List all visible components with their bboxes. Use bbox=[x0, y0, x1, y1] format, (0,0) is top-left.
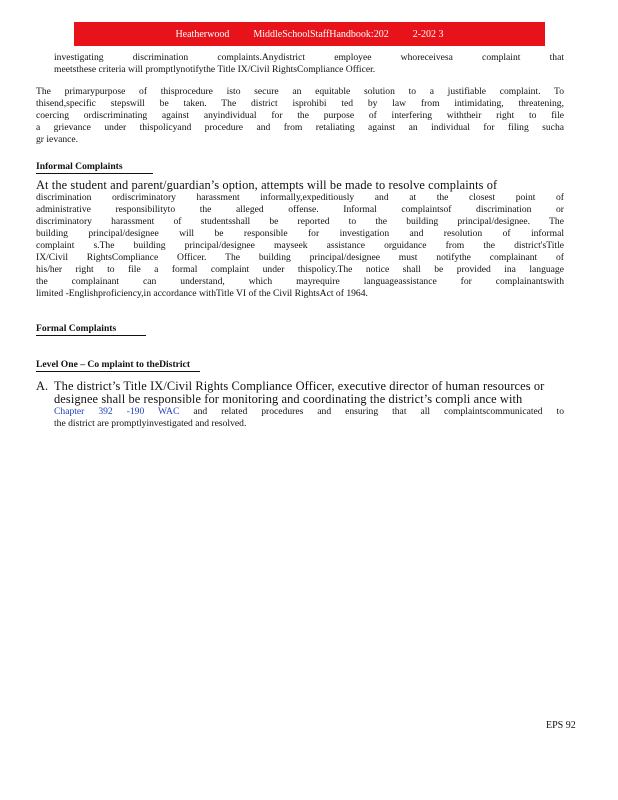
informal-line: his/her right to file a formal complaint under thispolicy.The notice shall be provided ina language bbox=[36, 264, 564, 275]
purpose-line: The primarypurpose of thisprocedure isto secure an equitable solution to a justifiable complaint. To bbox=[36, 86, 564, 97]
level-one-heading: Level One – Co mplaint to theDistrict bbox=[36, 359, 200, 372]
header-org: Heatherwood bbox=[175, 28, 230, 40]
purpose-line: coercing ordiscriminating against anyindividual for the purpose of interfering withtheir right to file bbox=[36, 110, 564, 121]
informal-line: administrative responsibilityto the alleged offense. Informal complaintsof discrimination or bbox=[36, 204, 564, 215]
level-one-line-rest: and related procedures and ensuring that all complaintscommunicated to bbox=[193, 406, 564, 417]
informal-line: building principal/designee will be responsible for investigation and resolution of informal bbox=[36, 228, 564, 239]
intro-paragraph bbox=[36, 52, 564, 76]
informal-line: limited -Englishproficiency,in accordance withTitle VI of the Civil RightsAct of 1964. bbox=[36, 288, 368, 299]
informal-paragraph bbox=[36, 179, 564, 300]
header-year: 2-202 3 bbox=[412, 28, 444, 40]
informal-line: IX/Civil RightsCompliance Officer. The building principal/designee must notifythe complainant of bbox=[36, 252, 564, 263]
purpose-line: thisend,specific stepswill be taken. The district isprohibi ted by law from intimidating, threatening, bbox=[36, 98, 564, 109]
informal-line: discrimination ordiscriminatory harassment informally,expeditiously and at the closest point of bbox=[36, 192, 564, 203]
informal-line: the complainant can understand, which mayrequire languageassistance for complainantswith bbox=[36, 276, 564, 287]
page-number: EPS 92 bbox=[546, 720, 576, 731]
informal-line: discriminatory harassment of studentsshall be reported to the building principal/designee. The bbox=[36, 216, 564, 227]
wac-chapter-link[interactable]: Chapter 392 -190 WAC bbox=[54, 406, 180, 417]
informal-line: complaint s.The building principal/designee mayseek assistance orguidance from the district'sTitle bbox=[36, 240, 564, 251]
purpose-line: a grievance under thispolicyand procedure and from retaliating against an individual for filing sucha bbox=[36, 122, 564, 133]
purpose-paragraph bbox=[36, 86, 564, 146]
header-title: MiddleSchoolStaffHandbook:202 bbox=[253, 28, 389, 40]
formal-complaints-heading: Formal Complaints bbox=[36, 323, 146, 336]
purpose-line: gr ievance. bbox=[36, 134, 79, 145]
informal-lead: At the student and parent/guardian’s option, attempts will be made to resolve complaints of bbox=[36, 178, 498, 192]
level-one-line: the district are promptlyinvestigated and resolved. bbox=[54, 418, 247, 429]
document-body bbox=[36, 52, 564, 430]
level-one-line bbox=[54, 406, 564, 418]
informal-complaints-heading: Informal Complaints bbox=[36, 161, 153, 174]
intro-line: investigating discrimination complaints.Anydistrict employee whoreceivesa complaint that bbox=[54, 52, 564, 63]
intro-line: meetsthese criteria will promptlynotifythe Title IX/Civil RightsCompliance Officer. bbox=[54, 64, 376, 75]
header-bar bbox=[74, 22, 545, 46]
level-one-lead: The district’s Title IX/Civil Rights Compliance Officer, executive director of human resources or bbox=[54, 379, 545, 393]
item-marker: A. bbox=[36, 379, 49, 393]
level-one-lead: designee shall be responsible for monitoring and coordinating the district’s compli ance with bbox=[54, 392, 523, 406]
level-one-item-a bbox=[36, 380, 564, 430]
